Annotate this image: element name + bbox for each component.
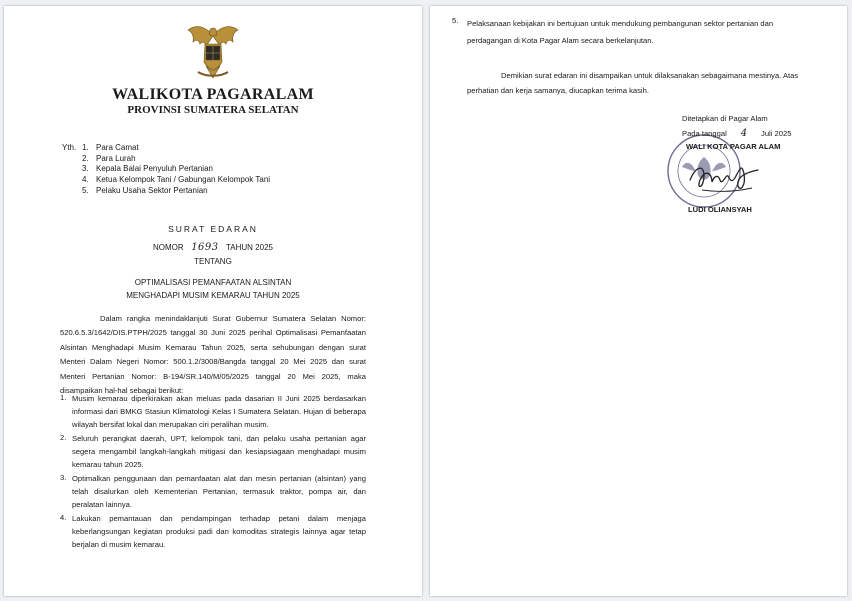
- list-item: 2. Seluruh perangkat daerah, UPT, kelompok tani, dan pelaku usaha pertanian agar segera mengambil langkah-langkah mitigasi dan kesiapsiagaan menghadapi musim kemarau tahun 2025.: [60, 433, 366, 469]
- list-item: 4. Lakukan pemantauan dan pendampingan terhadap petani dalam menjaga keberlangsungan kegiatan produksi padi dan komoditas strategis lainnya agar tetap berjalan di musim kemarau.: [60, 513, 366, 549]
- list-item: 2. Para Lurah: [82, 153, 136, 163]
- letterhead-title: WALIKOTA PAGARALAM: [112, 86, 314, 103]
- subject-line-1: OPTIMALISASI PEMANFAATAN ALSINTAN: [134, 278, 292, 287]
- date-line: Pada tanggal 4 Juli 2025: [682, 128, 792, 139]
- handwritten-day: 4: [740, 128, 748, 139]
- signatory-title: WALI KOTA PAGAR ALAM: [686, 142, 781, 151]
- signatory-name: LUDI OLIANSYAH: [688, 205, 752, 214]
- letter-page-1: [4, 6, 422, 596]
- letter-page-2: [430, 6, 847, 596]
- list-item: 3. Optimalkan penggunaan dan pemanfaatan alat dan mesin pertanian (alsintan) yang telah disalurkan oleh Kementerian Pertanian, termasuk traktor, pompa air, dan peralatan lainnya.: [60, 473, 366, 509]
- garuda-emblem-icon: [184, 22, 242, 82]
- handwritten-signature-icon: [682, 146, 766, 206]
- handwritten-number: 1693: [191, 242, 219, 253]
- closing-paragraph: Demikian surat edaran ini disampaikan untuk dilaksanakan sebagaimana mestinya. Atas perhatian dan kerja samanya, diucapkan terima kasih.: [467, 71, 799, 95]
- list-item: 3. Kepala Balai Penyuluh Pertanian: [82, 164, 213, 174]
- list-item: 4. Ketua Kelompok Tani / Gabungan Kelompok Tani: [82, 175, 271, 185]
- place-of-issue: Ditetapkan di Pagar Alam: [682, 114, 768, 123]
- intro-paragraph: Dalam rangka menindaklanjuti Surat Gubernur Sumatera Selatan Nomor: 520.6.5.3/1642/DIS.PTPH/2025 tanggal 30 Juni 2025 perihal Optimalisasi Pemanfaatan Alsintan Menghadapi Musim Kemarau Tahun 2025, serta sehubungan dengan surat Menteri Dalam Negeri Nomor: 500.1.2/3008/Bangda tanggal 20 Mei 2025 dan surat Menteri Pertanian Nomor: B-194/SR.140/M/05/2025 tanggal 20 Mei 2025, maka disampaikan hal-hal sebagai berikut:: [60, 314, 366, 396]
- subject-line-2: MENGHADAPI MUSIM KEMARAU TAHUN 2025: [126, 291, 300, 300]
- letter-number: NOMOR 1693 TAHUN 2025: [153, 242, 273, 253]
- points-list-continued: [452, 16, 802, 49]
- letter-type: SURAT EDARAN: [168, 224, 258, 234]
- letterhead-subtitle: PROVINSI SUMATERA SELATAN: [127, 104, 299, 116]
- tentang-label: TENTANG: [194, 257, 232, 266]
- list-item: 1. Para Camat: [82, 143, 139, 152]
- list-item: 5. Pelaku Usaha Sektor Pertanian: [82, 185, 208, 195]
- recipient-list: [82, 143, 270, 196]
- list-item: 1. Musim kemarau diperkirakan akan meluas pada dasarian II Juni 2025 berdasarkan informasi dari BMKG Stasiun Klimatologi Kelas I Sumatera Selatan. Hujan di beberapa wilayah bersifat lokal dan merupakan ciri peralihan musim.: [60, 393, 366, 429]
- addressee-label: Yth.: [62, 143, 77, 152]
- list-item: 5. Pelaksanaan kebijakan ini bertujuan untuk mendukung pembangunan sektor pertanian dan perdagangan di Kota Pagar Alam secara berkelanjutan.: [452, 16, 774, 45]
